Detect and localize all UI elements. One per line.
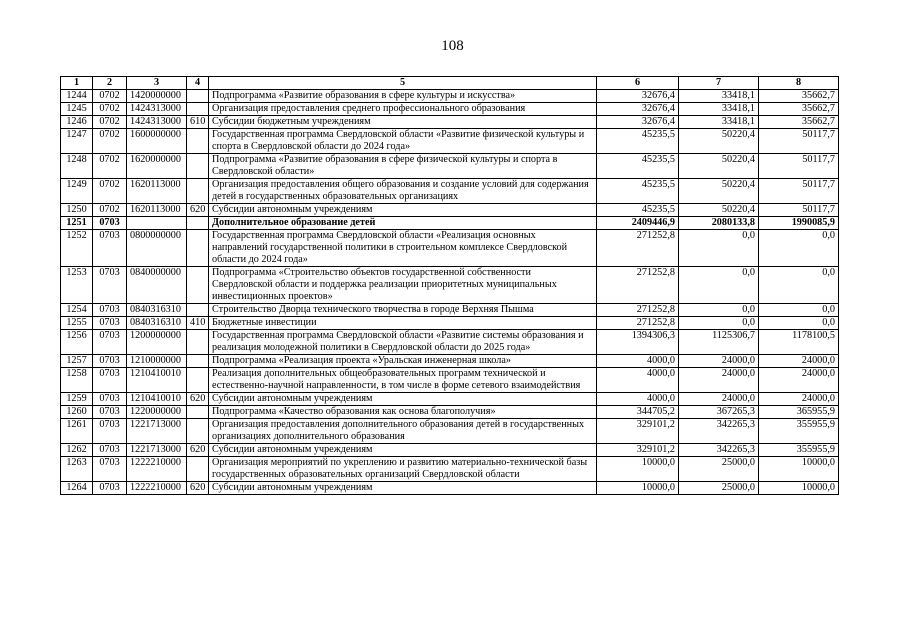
section-code: 0702 <box>93 103 127 116</box>
amount-year-3: 1178100,5 <box>759 330 839 355</box>
header-cell: 3 <box>127 77 187 90</box>
table-row <box>61 116 839 129</box>
target-article-code: 0800000000 <box>127 230 187 267</box>
target-article-code: 1222210000 <box>127 457 187 482</box>
amount-year-3: 50117,7 <box>759 129 839 154</box>
target-article-code: 1600000000 <box>127 129 187 154</box>
amount-year-2: 2080133,8 <box>679 217 759 230</box>
table-row <box>61 419 839 444</box>
amount-year-2: 33418,1 <box>679 116 759 129</box>
expense-type-code <box>187 406 209 419</box>
expense-type-code <box>187 267 209 304</box>
section-code: 0703 <box>93 304 127 317</box>
item-name: Бюджетные инвестиции <box>209 317 597 330</box>
target-article-code: 1221713000 <box>127 444 187 457</box>
item-name: Субсидии бюджетным учреждениям <box>209 116 597 129</box>
table-row <box>61 267 839 304</box>
section-code: 0702 <box>93 116 127 129</box>
header-cell: 4 <box>187 77 209 90</box>
target-article-code <box>127 217 187 230</box>
expense-type-code: 610 <box>187 116 209 129</box>
item-name: Подпрограмма «Реализация проекта «Уральская инженерная школа» <box>209 355 597 368</box>
target-article-code: 1424313000 <box>127 116 187 129</box>
section-code: 0703 <box>93 444 127 457</box>
expense-type-code <box>187 230 209 267</box>
table-row <box>61 317 839 330</box>
amount-year-3: 50117,7 <box>759 179 839 204</box>
target-article-code: 1210000000 <box>127 355 187 368</box>
amount-year-3: 10000,0 <box>759 482 839 495</box>
item-name: Дополнительное образование детей <box>209 217 597 230</box>
section-code: 0703 <box>93 482 127 495</box>
section-code: 0702 <box>93 90 127 103</box>
amount-year-1: 45235,5 <box>597 154 679 179</box>
row-number: 1257 <box>61 355 93 368</box>
table-row <box>61 90 839 103</box>
amount-year-2: 24000,0 <box>679 368 759 393</box>
amount-year-2: 25000,0 <box>679 457 759 482</box>
amount-year-3: 0,0 <box>759 230 839 267</box>
amount-year-3: 24000,0 <box>759 393 839 406</box>
item-name: Организация мероприятий по укреплению и развитию материально-технической базы государственных образовательных организаций Свердловской области <box>209 457 597 482</box>
row-number: 1247 <box>61 129 93 154</box>
amount-year-3: 50117,7 <box>759 204 839 217</box>
section-code: 0703 <box>93 368 127 393</box>
section-code: 0703 <box>93 406 127 419</box>
row-number: 1260 <box>61 406 93 419</box>
header-cell: 1 <box>61 77 93 90</box>
expense-type-code: 620 <box>187 482 209 495</box>
amount-year-2: 33418,1 <box>679 90 759 103</box>
target-article-code: 1222210000 <box>127 482 187 495</box>
row-number: 1252 <box>61 230 93 267</box>
row-number: 1253 <box>61 267 93 304</box>
section-code: 0702 <box>93 179 127 204</box>
section-code: 0702 <box>93 154 127 179</box>
amount-year-1: 32676,4 <box>597 90 679 103</box>
amount-year-1: 329101,2 <box>597 444 679 457</box>
amount-year-2: 50220,4 <box>679 204 759 217</box>
item-name: Подпрограмма «Строительство объектов государственной собственности Свердловской области и поддержка реализации приоритетных муниципальных инвестиционных проектов» <box>209 267 597 304</box>
amount-year-1: 329101,2 <box>597 419 679 444</box>
target-article-code: 1620113000 <box>127 204 187 217</box>
table-row <box>61 217 839 230</box>
row-number: 1246 <box>61 116 93 129</box>
section-code: 0703 <box>93 217 127 230</box>
amount-year-1: 10000,0 <box>597 457 679 482</box>
target-article-code: 1620113000 <box>127 179 187 204</box>
amount-year-1: 344705,2 <box>597 406 679 419</box>
amount-year-1: 271252,8 <box>597 230 679 267</box>
target-article-code: 1210410010 <box>127 393 187 406</box>
expense-type-code <box>187 355 209 368</box>
amount-year-2: 367265,3 <box>679 406 759 419</box>
item-name: Государственная программа Свердловской области «Реализация основных направлений государственной политики в строительном комплексе Свердловской области до 2024 года» <box>209 230 597 267</box>
amount-year-3: 0,0 <box>759 317 839 330</box>
amount-year-3: 35662,7 <box>759 90 839 103</box>
table-row <box>61 129 839 154</box>
row-number: 1261 <box>61 419 93 444</box>
amount-year-2: 25000,0 <box>679 482 759 495</box>
table-row <box>61 355 839 368</box>
amount-year-1: 10000,0 <box>597 482 679 495</box>
section-code: 0702 <box>93 129 127 154</box>
row-number: 1254 <box>61 304 93 317</box>
row-number: 1256 <box>61 330 93 355</box>
item-name: Подпрограмма «Развитие образования в сфере физической культуры и спорта в Свердловской области» <box>209 154 597 179</box>
expense-type-code: 410 <box>187 317 209 330</box>
expense-type-code <box>187 129 209 154</box>
section-code: 0703 <box>93 267 127 304</box>
table-row <box>61 368 839 393</box>
section-code: 0703 <box>93 419 127 444</box>
expense-type-code: 620 <box>187 204 209 217</box>
header-cell: 2 <box>93 77 127 90</box>
amount-year-1: 271252,8 <box>597 304 679 317</box>
amount-year-1: 1394306,3 <box>597 330 679 355</box>
target-article-code: 1220000000 <box>127 406 187 419</box>
expense-type-code <box>187 90 209 103</box>
amount-year-1: 2409446,9 <box>597 217 679 230</box>
row-number: 1264 <box>61 482 93 495</box>
item-name: Государственная программа Свердловской области «Развитие физической культуры и спорта в Свердловской области до 2024 года» <box>209 129 597 154</box>
amount-year-2: 24000,0 <box>679 355 759 368</box>
item-name: Субсидии автономным учреждениям <box>209 393 597 406</box>
section-code: 0702 <box>93 204 127 217</box>
header-cell: 7 <box>679 77 759 90</box>
amount-year-3: 365955,9 <box>759 406 839 419</box>
amount-year-1: 4000,0 <box>597 393 679 406</box>
item-name: Государственная программа Свердловской области «Развитие системы образования и реализация молодежной политики в Свердловской области до 2025 года» <box>209 330 597 355</box>
item-name: Субсидии автономным учреждениям <box>209 204 597 217</box>
amount-year-3: 0,0 <box>759 267 839 304</box>
section-code: 0703 <box>93 393 127 406</box>
row-number: 1244 <box>61 90 93 103</box>
amount-year-1: 4000,0 <box>597 355 679 368</box>
item-name: Строительство Дворца технического творчества в городе Верхняя Пышма <box>209 304 597 317</box>
amount-year-2: 1125306,7 <box>679 330 759 355</box>
section-code: 0703 <box>93 457 127 482</box>
amount-year-2: 342265,3 <box>679 444 759 457</box>
target-article-code: 1221713000 <box>127 419 187 444</box>
table-row <box>61 457 839 482</box>
item-name: Подпрограмма «Развитие образования в сфере культуры и искусства» <box>209 90 597 103</box>
amount-year-1: 45235,5 <box>597 204 679 217</box>
expense-type-code <box>187 368 209 393</box>
expense-type-code <box>187 330 209 355</box>
target-article-code: 0840316310 <box>127 304 187 317</box>
amount-year-3: 50117,7 <box>759 154 839 179</box>
table-row <box>61 204 839 217</box>
amount-year-1: 45235,5 <box>597 129 679 154</box>
amount-year-3: 35662,7 <box>759 103 839 116</box>
section-code: 0703 <box>93 230 127 267</box>
amount-year-1: 32676,4 <box>597 116 679 129</box>
table-row <box>61 444 839 457</box>
table-row <box>61 179 839 204</box>
item-name: Организация предоставления общего образования и создание условий для содержания детей в государственных образовательных организациях <box>209 179 597 204</box>
amount-year-1: 4000,0 <box>597 368 679 393</box>
amount-year-3: 24000,0 <box>759 368 839 393</box>
amount-year-2: 50220,4 <box>679 179 759 204</box>
table-row <box>61 393 839 406</box>
item-name: Организация предоставления среднего профессионального образования <box>209 103 597 116</box>
table-row <box>61 304 839 317</box>
target-article-code: 1420000000 <box>127 90 187 103</box>
amount-year-3: 35662,7 <box>759 116 839 129</box>
header-cell: 6 <box>597 77 679 90</box>
amount-year-3: 355955,9 <box>759 419 839 444</box>
amount-year-2: 50220,4 <box>679 129 759 154</box>
expense-type-code <box>187 154 209 179</box>
table-row <box>61 406 839 419</box>
row-number: 1251 <box>61 217 93 230</box>
expense-type-code <box>187 103 209 116</box>
amount-year-2: 50220,4 <box>679 154 759 179</box>
header-cell: 5 <box>209 77 597 90</box>
amount-year-3: 24000,0 <box>759 355 839 368</box>
expense-type-code <box>187 179 209 204</box>
target-article-code: 1200000000 <box>127 330 187 355</box>
table-row <box>61 154 839 179</box>
expense-type-code <box>187 457 209 482</box>
table-row <box>61 330 839 355</box>
target-article-code: 0840000000 <box>127 267 187 304</box>
row-number: 1249 <box>61 179 93 204</box>
amount-year-2: 0,0 <box>679 230 759 267</box>
row-number: 1248 <box>61 154 93 179</box>
amount-year-3: 0,0 <box>759 304 839 317</box>
amount-year-3: 1990085,9 <box>759 217 839 230</box>
row-number: 1255 <box>61 317 93 330</box>
item-name: Субсидии автономным учреждениям <box>209 482 597 495</box>
table-body <box>61 90 839 495</box>
amount-year-3: 10000,0 <box>759 457 839 482</box>
item-name: Реализация дополнительных общеобразовательных программ технической и естественно-научной направленности, в том числе в форме сетевого взаимодействия <box>209 368 597 393</box>
amount-year-2: 0,0 <box>679 317 759 330</box>
section-code: 0703 <box>93 355 127 368</box>
item-name: Подпрограмма «Качество образования как основа благополучия» <box>209 406 597 419</box>
row-number: 1258 <box>61 368 93 393</box>
amount-year-1: 271252,8 <box>597 267 679 304</box>
row-number: 1245 <box>61 103 93 116</box>
row-number: 1250 <box>61 204 93 217</box>
target-article-code: 1620000000 <box>127 154 187 179</box>
target-article-code: 0840316310 <box>127 317 187 330</box>
item-name: Организация предоставления дополнительного образования детей в государственных организациях дополнительного образования <box>209 419 597 444</box>
table-row <box>61 230 839 267</box>
amount-year-2: 342265,3 <box>679 419 759 444</box>
amount-year-2: 0,0 <box>679 267 759 304</box>
amount-year-1: 271252,8 <box>597 317 679 330</box>
amount-year-1: 32676,4 <box>597 103 679 116</box>
row-number: 1259 <box>61 393 93 406</box>
section-code: 0703 <box>93 330 127 355</box>
expense-type-code <box>187 304 209 317</box>
amount-year-2: 33418,1 <box>679 103 759 116</box>
expense-type-code: 620 <box>187 444 209 457</box>
header-cell: 8 <box>759 77 839 90</box>
row-number: 1263 <box>61 457 93 482</box>
amount-year-1: 45235,5 <box>597 179 679 204</box>
amount-year-3: 355955,9 <box>759 444 839 457</box>
expense-type-code: 620 <box>187 393 209 406</box>
expense-type-code <box>187 419 209 444</box>
row-number: 1262 <box>61 444 93 457</box>
header-row <box>61 77 839 90</box>
item-name: Субсидии автономным учреждениям <box>209 444 597 457</box>
amount-year-2: 24000,0 <box>679 393 759 406</box>
table-row <box>61 103 839 116</box>
target-article-code: 1424313000 <box>127 103 187 116</box>
amount-year-2: 0,0 <box>679 304 759 317</box>
section-code: 0703 <box>93 317 127 330</box>
page-number: 108 <box>441 38 464 54</box>
target-article-code: 1210410010 <box>127 368 187 393</box>
table-row <box>61 482 839 495</box>
budget-table <box>60 76 839 495</box>
expense-type-code <box>187 217 209 230</box>
